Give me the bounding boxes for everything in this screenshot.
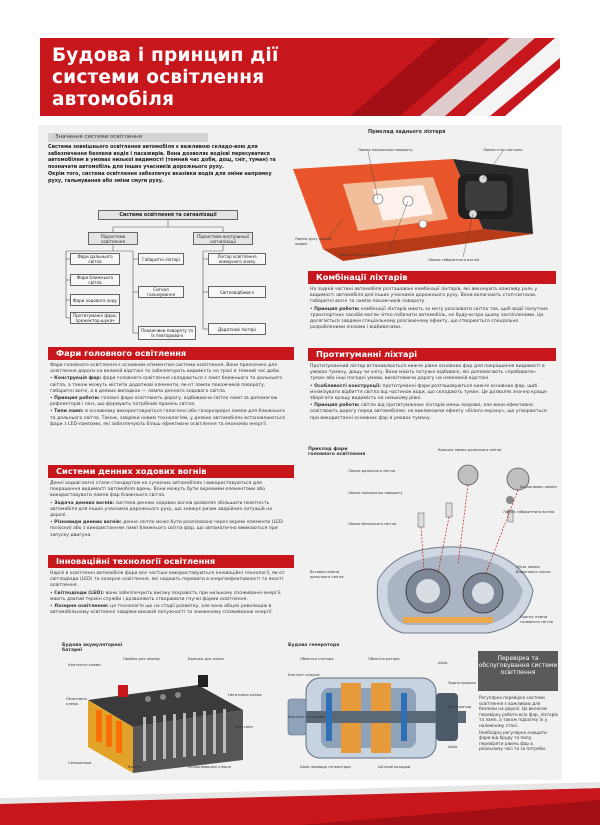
battery-title: Будова акумуляторної батареї [62, 643, 123, 653]
head-label-low: Лампа ближнього світла [348, 522, 397, 526]
gen-label-stator: Обмотка статора [300, 657, 334, 661]
diagram-node-plate: Ліхтар освітлення номерного знаку [208, 253, 266, 265]
diagram-node-high-beam: Фари дальнього світла [70, 253, 120, 265]
battery-label-plug: Пробка для заливу [123, 657, 160, 661]
intro-subheading: Значення системи освітлення [48, 133, 208, 142]
rear-lamp-label-stop-bottom: Лампа стоп-сигнала [338, 253, 378, 257]
diagram-root: Система освітлення та сигналізації [98, 210, 238, 220]
diagram-node-turn: Покажчики повороту та їх повторювачі [138, 326, 196, 340]
service-paragraph-1: Регулярна перевірка системи освітлення є важливою для безпеки на дорозі. Це включає перевірку роботи всіх фар, ліхтарів та ламп, а також підсвітку їх у належному стані. [479, 695, 558, 728]
diagram-node-brake: Сигнал гальмування [138, 286, 184, 298]
drl-item-2: • Різновиди денних вогнів: денне світло може бути реалізовано через окремі елементи (LED-полоски) або з використанням ламп ближнього світла фар, що автоматично вмикаються при запуску двигуна. [50, 520, 285, 538]
diagram-node-running: Фари ходового ходу [70, 294, 120, 306]
battery-label-positive: Позитивна клема [66, 697, 87, 706]
diagram-node-extra: Додаткові ліхтарі [208, 323, 266, 335]
content-panel [38, 125, 562, 790]
combo-paragraph: На задній частині автомобіля розташовані комбінації ліхтарів, які виконують важливу роль у видимості автомобіля для інших учасників дорожнього руху. Вони включають стоп-сигнали, габаритні вогні та лампи покажчиків повороту. [310, 287, 538, 305]
head-label-high-cap: Кришка лампи дальнього світла [438, 448, 502, 452]
headlights-item-2: • Принцип роботи: головні фари освітлюють дорогу, відбиваючи світло ламп за допомогою рефлекторів і лінз, що формують потрібний промінь світла. [50, 396, 278, 408]
drl-text [50, 481, 290, 540]
gen-label-drive: Шків привода генератора [300, 765, 351, 769]
rear-lamp-label-turn: Лампа покажчика повороту [358, 148, 413, 152]
header [0, 0, 600, 125]
battery-label-plates: Пластини [234, 725, 253, 729]
gen-label-fan: Вентилятор [448, 705, 472, 709]
page-title: Будова і принцип дії системи освітлення автомобіля [52, 45, 279, 110]
drl-title: Системи денних ходових вогнів [48, 465, 294, 478]
rear-lamp-title: Приклад заднього ліхтаря [368, 129, 446, 135]
rear-lamp-label-position: Лампа габаритного вогню [428, 258, 480, 262]
title-box [40, 38, 290, 116]
battery-label-terminals: Контактні клеми [68, 663, 101, 667]
battery-label-rings: Ущільнювальні кільця [188, 765, 231, 769]
watermark: ​ [108, 377, 128, 413]
head-label-seal: Ущільнювач лампи [520, 485, 557, 489]
gen-label-rotor: Обмотка ротора [368, 657, 400, 661]
diagram-node-reflectors: Світловідбивачі [208, 286, 266, 298]
intro-paragraph-2: Окрім того, система освітлення забезпечує вказівки водія для зміни напрямку руху, гальмування або зміни смуги руху. [48, 171, 272, 184]
service-title: Перевірка та обслуговування системи освітлення [478, 651, 558, 691]
battery-label-case: Корпус [128, 765, 142, 769]
combo-principle-label: Принцип роботи: [314, 306, 360, 312]
innov-text [50, 571, 290, 617]
gen-label-pulley-2: Шків [448, 745, 458, 749]
combo-principle-text: комбінації ліхтарів мають за мету розсіювати світло так, щоб водії попутних транспортних засобів могли чітко побачити автомобіль, не будучи при цьому засліпленими. Це досягається завдяки спеціальному розсіюючому ефекту, що створюється спеціально розробленими лінзами і відбивачами. [310, 306, 548, 331]
footer-stripes [0, 780, 600, 825]
head-label-housing: Корпус лампи головного світла [520, 615, 554, 624]
diagram-node-fog: Протитуманні фари, прожектор-шукач [70, 312, 120, 324]
combo-title: Комбінації ліхтарів [308, 271, 556, 284]
title-stripes [290, 38, 560, 116]
service-text [479, 695, 558, 753]
headlights-item-1: • Конструкція фар: фари головного освітлення складаються з ламп ближнього та дальнього світла, а також можуть містити додаткові елементи, як-от лампи покажчиків повороту, габаритні вогні, а в деяких випадках — лампи денного ходового світла. [50, 376, 283, 394]
gen-label-pulley: Шків [438, 661, 448, 665]
gen-label-back-cover: Задня кришка [448, 681, 476, 685]
generator-title: Будова генератора [288, 643, 340, 648]
innov-paragraph: Нарізі в освітленні автомобіля фари все частіше використовуються інноваційні технології, як-от світлодіоди (LED) та лазерне освітлення, які надають переваги в енергоефективності та якості освітлення. [50, 571, 285, 589]
headlights-item-3: • Типи ламп: в основному використовуються галогенні або газорозрядні лампи для ближнього та дальнього світла. Також, завдяки новим технологіям, у деяких автомобілях встановлюються фари з LED-лампами, які забезпечують більш ефективне освітлення та економію енергії. [50, 409, 286, 427]
rear-lamp-label-reverse: Лампа руху заднім ходом [295, 237, 332, 246]
fog-item-1: • Особливості конструкції: протитуманні фари розташовуються нижче основних фар, щоб мінімізувати відбиття світла від частинок води, що складають туман. Це дозволяє значно краще зберігати кращу видимість на низькому рівні. [310, 383, 547, 402]
battery-illustration [58, 655, 268, 775]
head-label-turn: Лампа покажчика повороту [348, 491, 403, 495]
innov-item-1: • Світлодіоди (LED): вони забезпечують високу яскравість при низькому споживанні енергії, мають довгий термін служби і дозволяють створювати гнучкі форми освітлення. [50, 590, 282, 602]
innov-title: Інноваційні технології освітлення [48, 555, 294, 568]
drl-item-1: • Задача денних вогнів: система денних ходових вогнів дозволяє збільшити помітність автомобіля для інших учасників дорожнього руху, що знижує ризик аварійних ситуацій на дорозі. [50, 500, 273, 519]
combo-text [310, 287, 550, 332]
rear-lamp-illustration [283, 139, 563, 269]
fog-item-2: • Принцип роботи: світло від протитуманних ліхтарів менш яскраве, але вони ефективно освітлюють дорогу перед автомобілем, не викликаючи ефекту «білого екрану», що утворюється при використанні основних фар в умовах туману. [310, 403, 547, 421]
battery-label-cover: Кришка для ячеек [188, 657, 224, 661]
combo-principle: • Принцип роботи: комбінації ліхтарів мають за мету розсіювати світло так, щоб водії попутних транспортних засобів могли чітко побачити автомобіль, не будучи при цьому засліпленими. Це досягається завдяки спеціальному розсіюючому ефекту, що створюється спеціально розробленими лінзами і відбивачами. [310, 306, 548, 331]
head-example-title: Приклад фари головного освітлення [308, 447, 366, 457]
drl-paragraph: Денні ходові вогні стали стандартом на сучасних автомобілях і використовуються для покращення видимості автомобіля вдень. Вони можуть бути окремими елементами або використовувати лампи фар ближнього світла. [50, 481, 266, 499]
gen-label-brushes: Щіткові колодки [378, 765, 411, 769]
headlights-text [50, 363, 290, 429]
headlights-paragraph: Фари головного освітлення є основним елементом системи освітлення. Вони призначені для освітлення дороги на великій відстані та забезпечують видимість на трасі в темний час доби. [50, 363, 281, 375]
innov-item-2: • Лазерне освітлення: ця технологія ще на стадії розвитку, але вона обіцяє революцію в автомобільному освітленні завдяки високій потужності та зниженому споживанню енергії. [50, 604, 273, 616]
diagram-node-position: Габаритні ліхтарі [138, 253, 184, 265]
head-label-high: Лампа дальнього світла [348, 469, 396, 473]
diagram-node-low-beam: Фари ближнього світла [70, 274, 120, 286]
gen-label-housing: Контакт кожуха [288, 673, 320, 677]
headlights-title: Фари головного освітлення [48, 347, 294, 360]
rear-lamp-label-stop-top: Лампа стоп-сигнала [483, 148, 523, 152]
fog-title: Протитуманні ліхтарі [308, 348, 556, 361]
diagram-node-signaling: Підсистема внутрішньої сигналізації [193, 232, 253, 245]
head-label-lens: Лінза лампи ближнього світла [516, 565, 551, 574]
head-label-inserts: Вставки лампи дальнього світла [310, 570, 344, 579]
battery-label-negative: Негативна клема [228, 693, 262, 697]
fog-text [310, 364, 550, 423]
battery-label-separators: Сепаратори [68, 761, 92, 765]
intro-paragraph-1: Система зовнішнього освітлення автомобіля є важливою складо-вою для забезпечення безпеки водія і пасажирів. Вона дозволяє водієві пересуватися автомобілем в умовах низької видимості (темний час доби, дощ, сніг, туман) та позначати автомобіль для інших учасників дорожнього руху. [48, 144, 276, 170]
fog-paragraph: Протитуманний ліхтар встановлюється нижче рівня основних фар для покращення видимості в умовах туману, дощу чи снігу. Вони мають потужні відбивачі, які допомагають «пробивати» туман або інші погодні умови, висвітлюючи дорогу на невеликій відстані. [310, 364, 545, 382]
head-label-position: Лампа габаритного вогню [503, 510, 555, 514]
service-paragraph-2: Необхідно регулярно очищати фари від бруду та пилу, перевіряти рівень фар в реальному часі та за потреби. [479, 729, 547, 752]
diagram-node-lighting: Підсистема освітлення [88, 232, 138, 245]
gen-label-plus: Контакт плюсовий [288, 715, 325, 719]
